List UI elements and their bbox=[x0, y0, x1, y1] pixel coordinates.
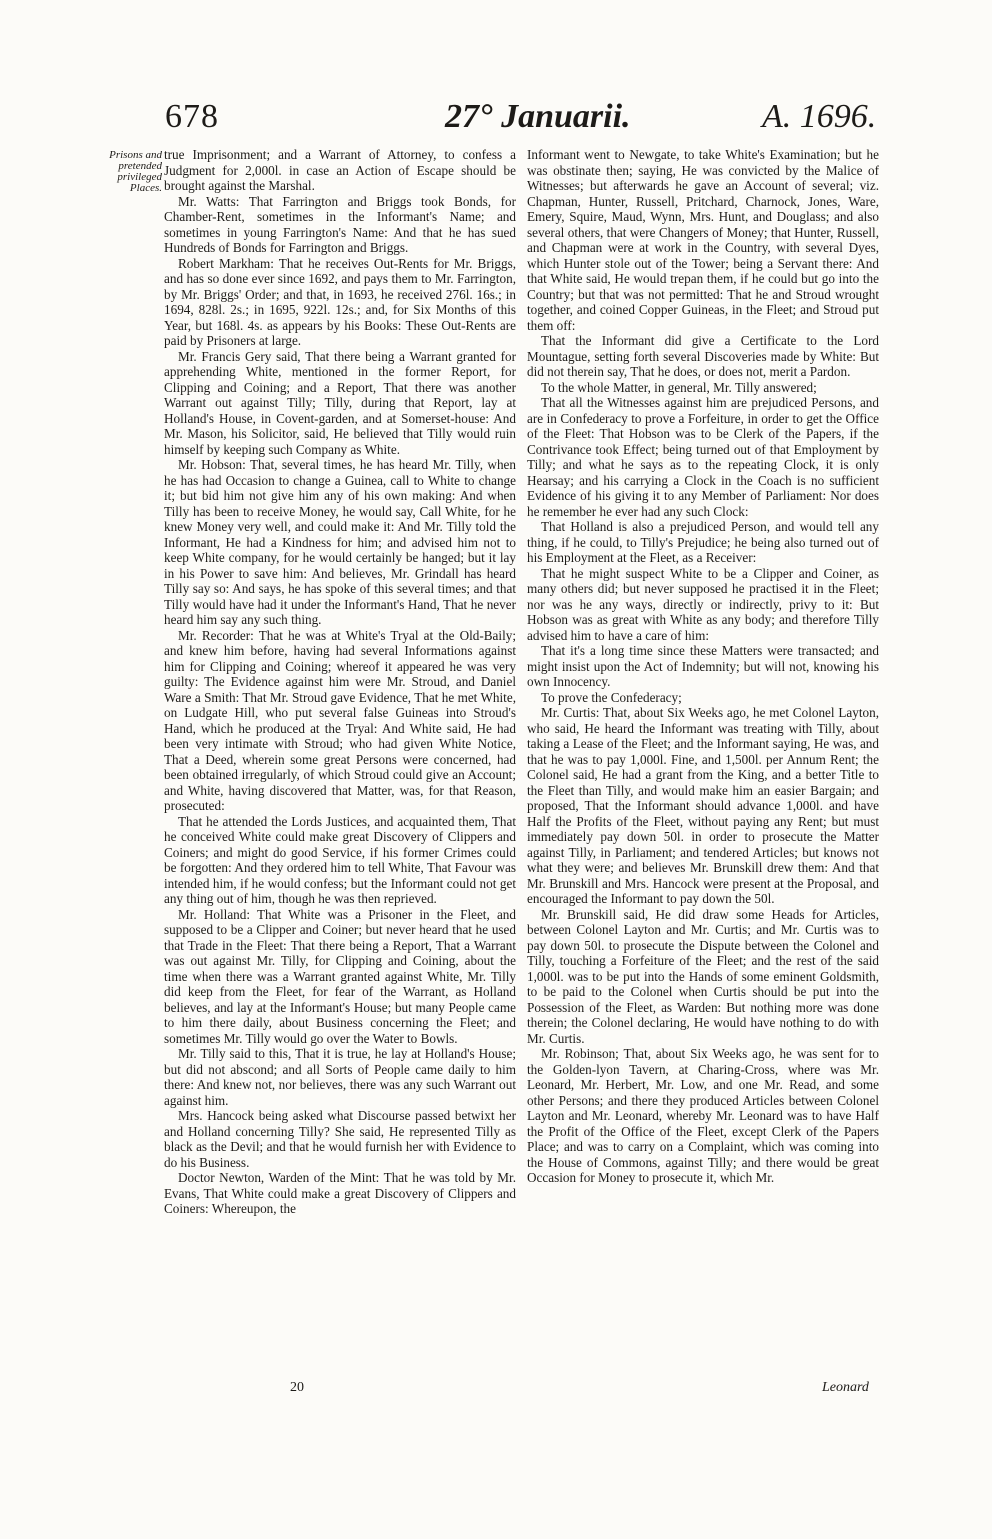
paragraph: Mr. Holland: That White was a Prisoner in the Fleet, and supposed to be a Clipper and Coiner; but never heard that he used that Trade in the Fleet: That there being a Report, That a Warrant was out against Mr. Tilly, for Clipping and Coining, about the time when there was a Warrant granted against White, Mr. Tilly did keep from the Fleet, for fear of the Warrant, as Holland believes, and lay at the Informant's House; but many People came to him there daily, about Business concerning the Fleet; and sometimes Mr. Tilly would go over the Water to Bowls. bbox=[164, 906, 516, 1046]
paragraph: Mr. Francis Gery said, That there being a Warrant granted for apprehending White, mentioned in the former Report, for Clipping and Coining; and a Report, That there was another Warrant out against Tilly; Tilly, during that Report, lay at Holland's House, in Covent-garden, and at Somerset-house: And Mr. Mason, his Solicitor, said, He believed that Tilly would ruin himself by keeping such Company as White. bbox=[164, 348, 516, 457]
margin-note: Prisons and pretended privileged Places. bbox=[109, 149, 162, 194]
signature-mark: 20 bbox=[290, 1380, 304, 1395]
paragraph: Informant went to Newgate, to take White's Examination; but he was obstinate then; saying, He was convicted by the Malice of Witnesses; but afterwards he gave an Account of several; viz. Chapman, Hunter, Russell, Pritchard, Charnock, Jones, Ware, Emery, Squire, Maud, Wynn, Mrs. Hunt, and Douglass; and also several others, that were Changers of Money; that Hunter, Russell, and Chapman were at work in the Country, with several Dyes, which Hunter stole out of the Tower; being a Servant there: And that White said, He would trepan them, if he could but go into the Country; but that was not permitted: That he and Stroud wrought together, and coined Copper Guineas, in the Fleet; and Stroud put them off: bbox=[527, 147, 879, 333]
paragraph: Mr. Tilly said to this, That it is true, he lay at Holland's House; but did not abscond; and all Sorts of People came daily to him there: And knew not, nor believes, there was any such Warrant out against him. bbox=[164, 1046, 516, 1108]
page-date-heading: 27° Januarii. bbox=[445, 98, 631, 135]
paragraph: Mr. Recorder: That he was at White's Tryal at the Old-Baily; and knew him before, having had several Informations against him for Clipping and Coining; whereof it appeared he was very guilty: The Evidence against him were Mr. Stroud, and Daniel Ware a Smith: That Mr. Stroud gave Evidence, That he met White, on Ludgate Hill, who put several false Guineas into Stroud's Hand, which he produced at the Tryal: And White said, He had been very intimate with Stroud; who had given White Notice, That a Deed, wherein some great Persons were concerned, had been obtained irregularly, of which Stroud could give an Account; and White, having discovered that Matter, was, for that Reason, prosecuted: bbox=[164, 627, 516, 813]
paragraph: Mrs. Hancock being asked what Discourse passed betwixt her and Holland concerning Tilly? She said, He represented Tilly as black as the Devil; and that he would furnish her with Evidence to do his Business. bbox=[164, 1108, 516, 1170]
paragraph: Mr. Curtis: That, about Six Weeks ago, he met Colonel Layton, who said, He heard the Informant was treating with Tilly, about taking a Lease of the Fleet; and the Informant saying, He was, and that he was to pay 1,000l. Fine, and 1,500l. per Annum Rent; the Colonel said, He had a grant from the King, and a better Title to the Fleet than Tilly, and would make him an easier Bargain; and proposed, That the Informant should advance 1,000l. and have Half the Profits of the Fleet, without paying any Rent; but must immediately pay down 50l. in order to prosecute the Matter against Tilly, in Parliament; and tendered Articles; but knows not what they were; and believes Mr. Brunskill drew them: And that Mr. Brunskill and Mrs. Hancock were present at the Proposal, and encouraged the Informant to pay down the 50l. bbox=[527, 705, 879, 906]
paragraph: true Imprisonment; and a Warrant of Attorney, to confess a Judgment for 2,000l. in case an Action of Escape should be brought against the Marshal. bbox=[164, 147, 516, 193]
paragraph: Mr. Robinson; That, about Six Weeks ago, he was sent for to the Golden-lyon Tavern, at Charing-Cross, where was Mr. Leonard, Mr. Herbert, Mr. Low, and one Mr. Read, and some other Persons; and there they produced Articles between Colonel Layton and Mr. Leonard, whereby Mr. Leonard was to have Half the Profit of the Office of the Fleet, except Clerk of the Papers Place; and was to carry on a Complaint, which was coming into the House of Commons, against Tilly; and there would be great Occasion for Money to prosecute it, which Mr. bbox=[527, 1046, 879, 1185]
paragraph: That he attended the Lords Justices, and acquainted them, That he conceived White could make great Discovery of Clippers and Coiners; and might do good Service, if his former Crimes could be forgotten: And they ordered him to tell White, That Favour was intended him, if he would confess; but the Informant could not get any thing out of him, though he was then reprieved. bbox=[164, 813, 516, 906]
paragraph: Doctor Newton, Warden of the Mint: That he was told by Mr. Evans, That White could make a great Discovery of Clippers and Coiners: Whereupon, the bbox=[164, 1170, 516, 1216]
paragraph: Mr. Brunskill said, He did draw some Heads for Articles, between Colonel Layton and Mr. Curtis; and Mr. Curtis was to pay down 50l. to prosecute the Dispute between the Colonel and Tilly, touching a Forfeiture of the Fleet; and the rest of the said 1,000l. was to be put into the Hands of some eminent Goldsmith, to be paid to the Colonel when Curtis should be put into the Possession of the Fleet, as Warden: But nothing more was done therein; the Colonel declaring, He would have nothing to do with Mr. Curtis. bbox=[527, 906, 879, 1046]
paragraph: That it's a long time since these Matters were transacted; and might insist upon the Act of Indemnity; but will not, knowing his own Innocency. bbox=[527, 643, 879, 689]
page-number: 678 bbox=[165, 98, 219, 135]
paragraph: Mr. Watts: That Farrington and Briggs took Bonds, for Chamber-Rent, sometimes in the Informant's Name; and sometimes in young Farrington's Name: And that he has sued Hundreds of Bonds for Farrington and Briggs. bbox=[164, 193, 516, 255]
paragraph: Robert Markham: That he receives Out-Rents for Mr. Briggs, and has so done ever since 1692, and pays them to Mr. Farrington, by Mr. Briggs' Order; and that, in 1693, he received 276l. 16s.; in 1694, 828l. 2s.; in 1695, 922l. 12s.; and, for Six Months of this Year, but 168l. 4s. as appears by his Books: These Out-Rents are paid by Prisoners at large. bbox=[164, 255, 516, 348]
right-column bbox=[527, 147, 879, 1186]
paragraph: That Holland is also a prejudiced Person, and would tell any thing, if he could, to Tilly's Prejudice; he being also turned out of his Employment at the Fleet, as a Receiver: bbox=[527, 519, 879, 565]
paragraph: That he might suspect White to be a Clipper and Coiner, as many others did; but never supposed he practised it in the Fleet; nor was he any ways, directly or indirectly, privy to it: But Hobson was as great with White as any body; and therefore Tilly advised him to have a care of him: bbox=[527, 565, 879, 643]
left-column bbox=[164, 147, 516, 1217]
paragraph: Mr. Hobson: That, several times, he has heard Mr. Tilly, when he has had Occasion to change a Guinea, call to White to change it; but bid him not give him any of his own making: And when Tilly has been to receive Money, he would say, Call White, for he knew Money very well, and could make it: And Mr. Tilly told the Informant, He had a Kindness for him; and advised him not to keep White company, for he would certainly be hanged; but it lay in his Power to save him: And believes, Mr. Grindall has heard Tilly say so: And says, he has spoke of this several times; and that Tilly would have had it under the Informant's Hand, That he never heard him say any such thing. bbox=[164, 457, 516, 627]
paragraph: To prove the Confederacy; bbox=[541, 689, 682, 705]
paragraph: That the Informant did give a Certificate to the Lord Mountague, setting forth several Discoveries made by White: But did not therein say, That he does, or does not, merit a Pardon. bbox=[527, 333, 879, 379]
paragraph: That all the Witnesses against him are prejudiced Persons, and are in Confederacy to prove a Forfeiture, in order to get the Office of the Fleet: That Hobson was to be Clerk of the Papers, if the Contrivance took Effect; being turned out of that Employment by Tilly; and what he says as to the repeating Clock, it is only Hearsay; and his carrying a Clock in the Coach is no sufficient Evidence of his giving it to any Member of Parliament: Nor does he remember he ever had any such Clock: bbox=[527, 395, 879, 519]
paragraph: To the whole Matter, in general, Mr. Tilly answered; bbox=[541, 379, 817, 395]
page-year-heading: A. 1696. bbox=[762, 98, 877, 135]
catchword: Leonard bbox=[822, 1380, 869, 1395]
